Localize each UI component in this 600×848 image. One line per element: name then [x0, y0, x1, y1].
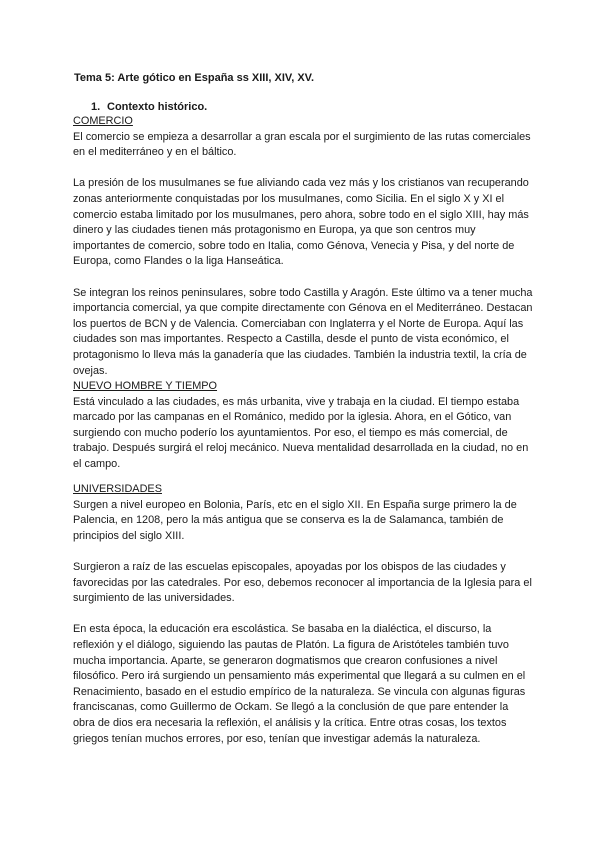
subheading-comercio: COMERCIO: [73, 115, 133, 127]
subheading-nuevo-hombre-y-tiempo: NUEVO HOMBRE Y TIEMPO: [73, 380, 218, 392]
paragraph: El comercio se empieza a desarrollar a gran escala por el surgimiento de las rutas comerciales en el mediterráneo y en el báltico.: [73, 130, 531, 159]
subheading-universidades: UNIVERSIDADES: [73, 483, 162, 495]
section-label: Contexto histórico.: [107, 101, 208, 113]
block-universidades: [73, 482, 533, 763]
block-nuevo-hombre: [73, 379, 533, 488]
paragraph: La presión de los musulmanes se fue aliviando cada vez más y los cristianos van recuperando zonas anteriormente conquistadas por los musulmanes, como Sicilia. En el siglo X y XI el comercio estaba limitado por los musulmanes, pero ahora, sobre todo en el siglo XIII, hay más dinero y las ciudades tienen más protagonismo en Europa, ya que son centros muy importantes de comercio, sobre todo en Italia, como Génova, Venecia y Pisa, y del norte de Europa, como Flandes o la liga Hanseática.: [73, 177, 529, 268]
paragraph: Está vinculado a las ciudades, es más urbanita, vive y trabaja en la ciudad. El tiempo estaba marcado por las campanas en el Románico, medido por la iglesia. Ahora, en el Gótico, van surgiendo con mucho poderío los ayuntamientos. Por eso, el tiempo es más comercial, de trabajo. Después surgirá el reloj mecánico. Nueva mentalidad desarrollada en la ciudad, no en el campo.: [73, 395, 529, 470]
block-comercio: [73, 114, 533, 395]
paragraph: En esta época, la educación era escolástica. Se basaba en la dialéctica, el discurso, la reflexión y el diálogo, siguiendo las pautas de Platón. La figura de Aristóteles también tuvo mucha importancia. Aparte, se generaron dogmatismos que crearon confusiones a nivel filosófico. Pero irá surgiendo un pensamiento más experimental que llegará a su culmen en el Renacimiento, basado en el estudio empírico de la naturaleza. Se vincula con algunas figuras franciscanas, como Guillermo de Ockam. Se llegó a la conclusión de que pare entender la obra de dios era necesaria la reflexión, el análisis y la crítica. Entre otras cosas, los textos griegos tenían muchos errores, por eso, tenían que investigar además la naturaleza.: [73, 623, 526, 745]
paragraph: Se integran los reinos peninsulares, sobre todo Castilla y Aragón. Este último va a tener mucha importancia comercial, ya que compite directamente con Génova en el Mediterráneo. Destacan los puertos de BCN y de Valencia. Comerciaban con Inglaterra y el Norte de Europa. Aquí las ciudades son mas importantes. Respecto a Castilla, desde el punto de vista económico, el protagonismo lo lleva más la ganadería que las ciudades. También la industria textil, la cría de ovejas.: [73, 286, 533, 377]
paragraph: Surgen a nivel europeo en Bolonia, París, etc en el siglo XII. En España surge primero la de Palencia, en 1208, pero la más antigua que se conserva es la de Salamanca, también de principios del siglo XIII.: [73, 498, 517, 542]
page-title: Tema 5: Arte gótico en España ss XIII, XIV, XV.: [74, 72, 315, 84]
paragraph: Surgieron a raíz de las escuelas episcopales, apoyadas por los obispos de las ciudades y favorecidas por las catedrales. Por eso, debemos reconocer al importancia de la Iglesia para el surgimiento de las universidades.: [73, 560, 532, 605]
section-number: 1.: [91, 101, 101, 113]
